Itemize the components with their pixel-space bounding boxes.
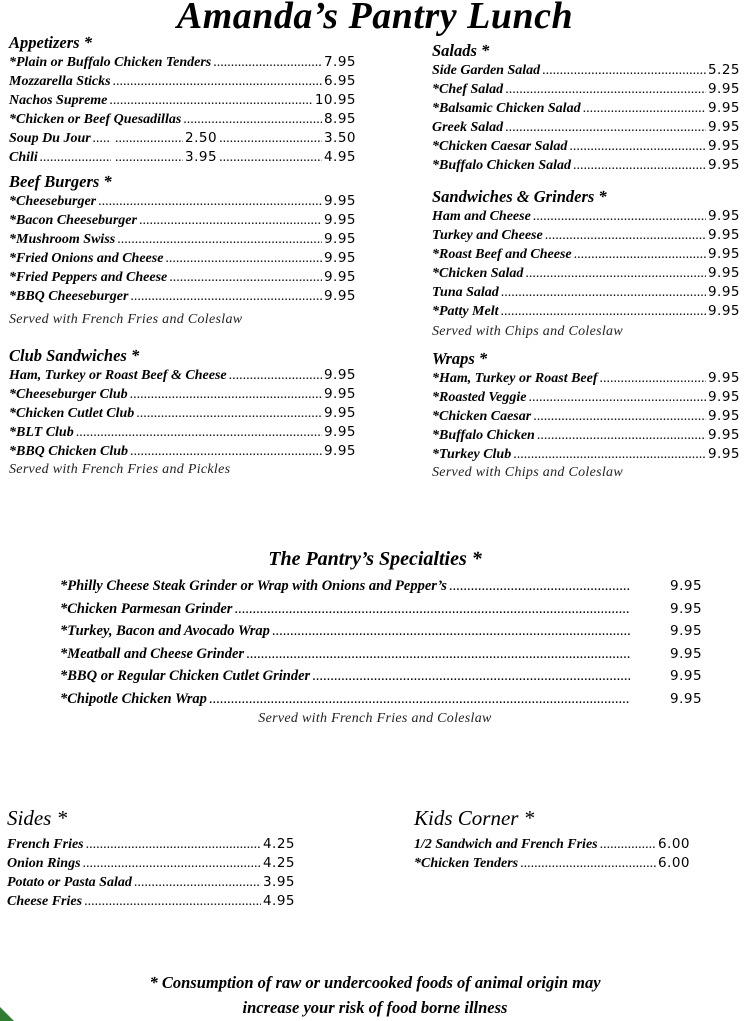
menu-item (9, 53, 356, 72)
menu-item (432, 156, 740, 175)
menu-item (432, 264, 740, 283)
menu-item-price: 4.95 (262, 893, 295, 909)
menu-item-price: 9.95 (707, 427, 740, 443)
leader-dots (234, 598, 630, 621)
club-header: Club Sandwiches * (9, 346, 140, 365)
menu-item (432, 407, 740, 426)
menu-item-name: *BBQ or Regular Chicken Cutlet Grinder (60, 668, 311, 684)
menu-item (432, 369, 740, 388)
menu-item-price: 9.95 (670, 623, 703, 639)
appetizers-header: Appetizers * (9, 33, 92, 52)
menu-item-name: *Cheeseburger Club (9, 387, 128, 402)
menu-item-price-bowl: 3.50 (323, 130, 356, 146)
menu-item (432, 226, 740, 245)
menu-item-name: *Chef Salad (432, 82, 504, 97)
menu-item-name: *Meatball and Cheese Grinder (60, 645, 245, 662)
menu-item-name: Soup Du Jour (9, 131, 91, 146)
menu-item-name: *Turkey, Bacon and Avocado Wrap (60, 623, 270, 639)
leader-dots (600, 370, 706, 388)
menu-item-price: 9.95 (707, 446, 740, 462)
menu-item (432, 426, 740, 445)
menu-item-name: Ham and Cheese (432, 209, 531, 224)
menu-item-name: *Balsamic Chicken Salad (432, 101, 581, 116)
menu-item-name: Chili (9, 150, 38, 165)
corner-accent (0, 1007, 14, 1021)
menu-item-name: *Turkey Club (432, 447, 512, 462)
menu-item (60, 665, 710, 688)
menu-item-name: *Plain or Buffalo Chicken Tenders (9, 55, 212, 70)
menu-item-name: Onion Rings (7, 856, 81, 871)
menu-item-price: 9.95 (670, 600, 703, 617)
menu-item (7, 835, 295, 854)
menu-item (9, 404, 356, 423)
menu-item-price: 9.95 (670, 645, 703, 662)
menu-item (432, 207, 740, 226)
menu-item-name-wrap (9, 149, 113, 167)
menu-item-price: 9.95 (707, 303, 740, 319)
menu-item (7, 892, 295, 911)
club-note: Served with French Fries and Pickles (9, 462, 231, 477)
menu-item-name: *BBQ Cheeseburger (9, 289, 129, 304)
menu-item-price: 6.95 (323, 73, 356, 89)
menu-item (60, 598, 710, 621)
leader-dots (573, 157, 706, 175)
menu-item-name: *Roasted Veggie (432, 390, 527, 405)
leader-dots (513, 446, 706, 464)
menu-item (60, 620, 710, 643)
specialties-header: The Pantry’s Specialties * (268, 548, 482, 570)
menu-item (9, 442, 356, 461)
leader-dots (520, 855, 656, 873)
menu-item-name-wrap (9, 130, 113, 148)
menu-item-price: 3.95 (262, 874, 295, 890)
leader-dots (165, 250, 322, 268)
menu-item (414, 835, 690, 854)
specialties-note: Served with French Fries and Coleslaw (258, 711, 492, 726)
leader-dots (76, 424, 322, 442)
leader-dots (312, 665, 630, 688)
leader-dots (115, 149, 183, 167)
wraps-section (432, 350, 740, 481)
leader-dots (115, 130, 183, 148)
menu-item (9, 91, 356, 110)
leader-dots (213, 54, 322, 72)
menu-item-name: *Philly Cheese Steak Grinder or Wrap with Onions and Pepper’s (60, 578, 447, 594)
disclaimer-line-2: increase your risk of food borne illness (242, 998, 508, 1017)
menu-item-name: Greek Salad (432, 120, 504, 135)
menu-item (9, 287, 356, 306)
wraps-header: Wraps * (432, 349, 488, 368)
leader-dots (272, 620, 630, 643)
menu-item-name: *Chipotle Chicken Wrap (60, 690, 207, 707)
appetizers-section (9, 34, 356, 167)
leader-dots (529, 389, 706, 407)
menu-item-price: 9.95 (707, 265, 740, 281)
leader-dots (130, 443, 322, 461)
burgers-section (9, 173, 356, 328)
burgers-header: Beef Burgers * (9, 172, 112, 191)
menu-item-price-bowl: 4.95 (323, 149, 356, 165)
leader-dots (136, 405, 322, 423)
menu-item-price: 9.95 (670, 578, 703, 594)
sandwiches-section (432, 188, 740, 340)
sides-section (7, 805, 295, 911)
menu-item-name: Turkey and Cheese (432, 228, 543, 243)
menu-item-price: 9.95 (707, 284, 740, 300)
leader-dots (583, 100, 706, 118)
leader-dots (130, 288, 322, 306)
leader-dots (574, 246, 706, 264)
menu-item (432, 61, 740, 80)
specialties-section (60, 575, 710, 710)
burgers-note: Served with French Fries and Coleslaw (9, 312, 243, 327)
leader-dots (533, 208, 706, 226)
menu-item (9, 268, 356, 287)
leader-dots (525, 265, 706, 283)
menu-item (9, 385, 356, 404)
menu-item (60, 688, 710, 711)
sandwiches-note: Served with Chips and Coleslaw (432, 324, 623, 339)
menu-item-price: 7.95 (323, 54, 356, 70)
leader-dots (537, 427, 706, 445)
leader-dots (169, 269, 322, 287)
menu-item (60, 575, 710, 598)
menu-item (7, 873, 295, 892)
menu-item-name: Tuna Salad (432, 285, 499, 300)
menu-item (432, 137, 740, 156)
menu-item-price: 9.95 (670, 668, 703, 684)
sandwiches-header: Sandwiches & Grinders * (432, 187, 607, 206)
menu-item-price-cup: 2.50 (185, 130, 218, 146)
menu-item (9, 72, 356, 91)
leader-dots (113, 73, 322, 91)
leader-dots (545, 227, 706, 245)
menu-item-price: 9.95 (707, 138, 740, 154)
menu-item-price: 9.95 (323, 288, 356, 304)
leader-dots (98, 193, 322, 211)
menu-item-price: 9.95 (707, 157, 740, 173)
menu-item (9, 249, 356, 268)
menu-item-price: 9.95 (707, 119, 740, 135)
leader-dots (501, 284, 706, 302)
leader-dots (84, 893, 261, 911)
leader-dots (449, 575, 630, 598)
menu-item (9, 366, 356, 385)
menu-item-name: Ham, Turkey or Roast Beef & Cheese (9, 368, 227, 383)
menu-item-price: 9.95 (323, 424, 356, 440)
menu-item-name: *Buffalo Chicken (432, 428, 535, 443)
leader-dots (209, 688, 630, 711)
menu-item-name: Side Garden Salad (432, 63, 541, 78)
salads-section (432, 42, 740, 175)
menu-item (432, 99, 740, 118)
menu-item (60, 643, 710, 666)
leader-dots (93, 130, 111, 148)
leader-dots (40, 149, 111, 167)
leader-dots (542, 62, 706, 80)
menu-item-name: *BLT Club (9, 425, 74, 440)
menu-title: Amanda’s Pantry Lunch (176, 0, 574, 37)
menu-item-name: Nachos Supreme (9, 93, 108, 108)
menu-item-name: *Chicken Parmesan Grinder (60, 600, 233, 617)
menu-item-price: 9.95 (707, 246, 740, 262)
leader-dots (501, 303, 706, 321)
leader-dots (533, 408, 706, 426)
menu-item-price: 10.95 (314, 92, 356, 108)
menu-item-price: 9.95 (707, 408, 740, 424)
leader-dots (86, 836, 261, 854)
menu-item (9, 110, 356, 129)
leader-dots (183, 111, 322, 129)
menu-item (414, 854, 690, 873)
menu-item-price: 9.95 (707, 389, 740, 405)
menu-item (9, 423, 356, 442)
leader-dots (130, 386, 322, 404)
leader-dots (246, 643, 630, 666)
menu-item (9, 211, 356, 230)
salads-header: Salads * (432, 41, 490, 60)
menu-item-price: 6.00 (657, 836, 690, 852)
menu-item-name: *Buffalo Chicken Salad (432, 158, 571, 173)
club-section (9, 347, 356, 478)
menu-item-price: 9.95 (323, 231, 356, 247)
menu-item-name: *Patty Melt (432, 304, 499, 319)
menu-item-name: *Chicken Salad (432, 266, 524, 281)
menu-item-price: 9.95 (323, 386, 356, 402)
menu-item-name: *Cheeseburger (9, 194, 97, 209)
menu-item (432, 118, 740, 137)
menu-item-price: 9.95 (670, 690, 703, 707)
menu-item-name: French Fries (7, 837, 84, 852)
menu-item-price: 8.95 (323, 111, 356, 127)
menu-item-price: 6.00 (657, 855, 690, 871)
menu-item (432, 283, 740, 302)
menu-item-cup-bowl (9, 129, 356, 148)
menu-item-name: *Chicken Caesar (432, 409, 532, 424)
menu-item-price: 9.95 (323, 250, 356, 266)
leader-dots (505, 119, 706, 137)
leader-dots (83, 855, 261, 873)
menu-item (432, 302, 740, 321)
menu-item-name: *Roast Beef and Cheese (432, 247, 572, 262)
menu-item-name: *Ham, Turkey or Roast Beef (432, 371, 598, 386)
leader-dots (229, 367, 322, 385)
kids-header: Kids Corner * (414, 806, 535, 830)
menu-item-price: 9.95 (707, 370, 740, 386)
wraps-note: Served with Chips and Coleslaw (432, 465, 623, 480)
menu-item-name: *Fried Onions and Cheese (9, 251, 164, 266)
menu-item (432, 445, 740, 464)
menu-item-cup-bowl (9, 148, 356, 167)
menu-item-price: 9.95 (323, 367, 356, 383)
menu-item-name: *Chicken Tenders (414, 856, 519, 871)
menu-item (432, 245, 740, 264)
menu-item-price: 9.95 (323, 193, 356, 209)
menu-item-price: 9.95 (707, 81, 740, 97)
sides-header: Sides * (7, 806, 68, 830)
menu-item-name: *Chicken Cutlet Club (9, 406, 135, 421)
leader-dots (600, 836, 656, 854)
menu-item-price: 9.95 (707, 208, 740, 224)
menu-item-price: 4.25 (262, 836, 295, 852)
menu-item (9, 192, 356, 211)
menu-item-price: 9.95 (323, 212, 356, 228)
menu-item (9, 230, 356, 249)
menu-item-name: *Mushroom Swiss (9, 232, 116, 247)
menu-item-name: *BBQ Chicken Club (9, 444, 129, 459)
menu-item-name: *Chicken Caesar Salad (432, 139, 568, 154)
menu-item-price: 4.25 (262, 855, 295, 871)
menu-item-price: 5.25 (707, 62, 740, 78)
food-safety-disclaimer (0, 970, 750, 1020)
menu-item-price: 9.95 (707, 227, 740, 243)
menu-item (432, 80, 740, 99)
leader-dots (134, 874, 261, 892)
menu-item-name: Potato or Pasta Salad (7, 875, 132, 890)
leader-dots (219, 149, 322, 167)
menu-item-name: *Fried Peppers and Cheese (9, 270, 168, 285)
menu-item-name: Cheese Fries (7, 894, 83, 909)
menu-item-name: Mozzarella Sticks (9, 74, 111, 89)
disclaimer-line-1: * Consumption of raw or undercooked foods of animal origin may (149, 973, 601, 992)
menu-item-name: *Chicken or Beef Quesadillas (9, 112, 182, 127)
menu-item-name: 1/2 Sandwich and French Fries (414, 837, 598, 852)
leader-dots (505, 81, 706, 99)
menu-item (7, 854, 295, 873)
menu-item-price: 9.95 (323, 405, 356, 421)
specialties-note-wrap (0, 709, 750, 727)
leader-dots (109, 92, 312, 110)
menu-item (432, 388, 740, 407)
kids-section (414, 805, 690, 873)
menu-item-name: *Bacon Cheeseburger (9, 213, 137, 228)
leader-dots (219, 130, 322, 148)
menu-item-price: 9.95 (323, 443, 356, 459)
menu-item-price: 9.95 (707, 100, 740, 116)
menu-item-price-cup: 3.95 (185, 149, 218, 165)
leader-dots (139, 212, 322, 230)
leader-dots (569, 138, 706, 156)
menu-item-price: 9.95 (323, 269, 356, 285)
leader-dots (117, 231, 322, 249)
